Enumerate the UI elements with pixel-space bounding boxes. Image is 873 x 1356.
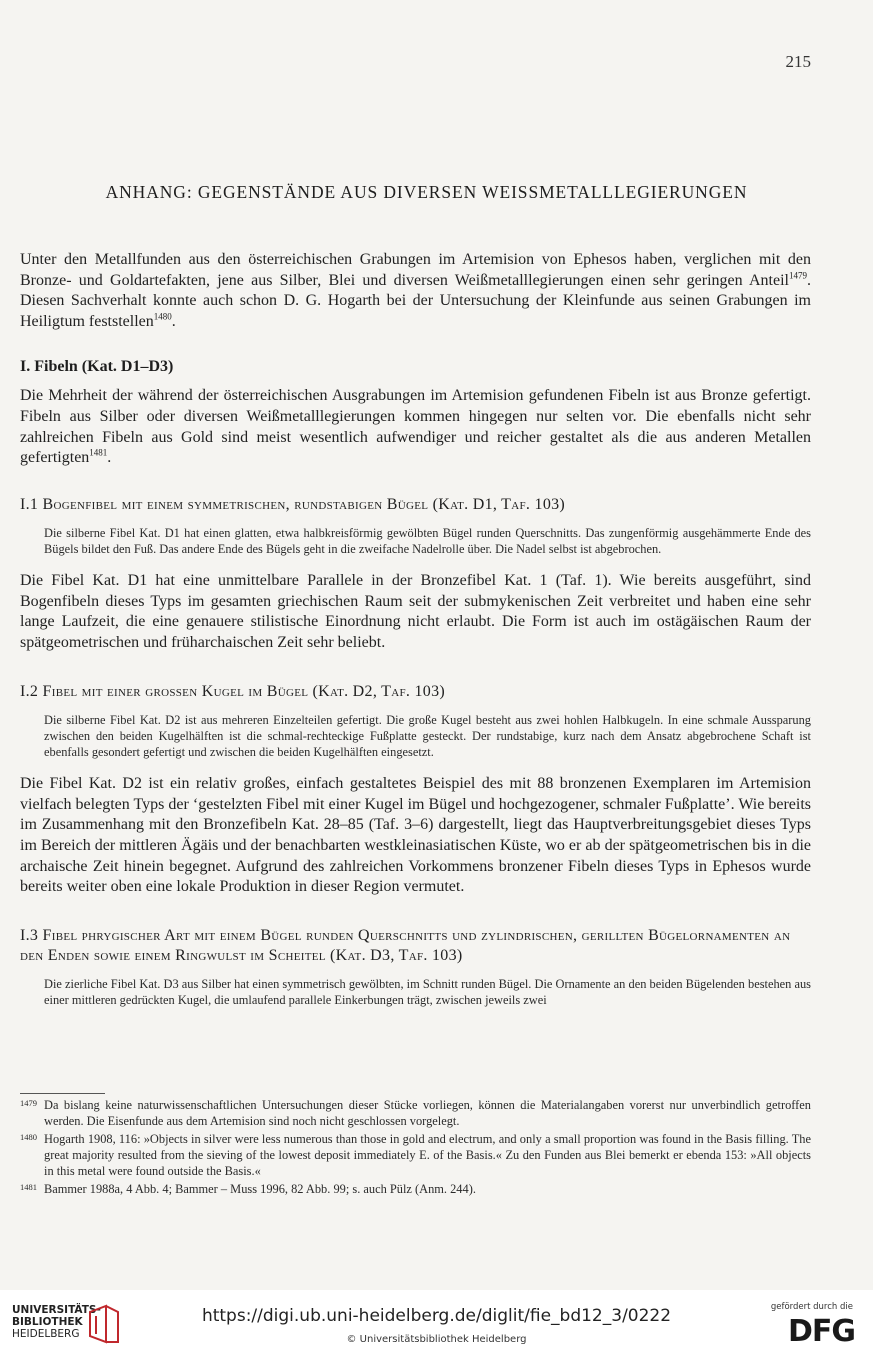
footnote [20, 1131, 811, 1179]
footnote-number: 1480 [20, 1132, 37, 1142]
section-paragraph: Die Mehrheit der während der österreichischen Ausgrabungen im Artemision gefundenen Fibeln ist aus Bronze gefertigt. Fibeln aus Silber oder diversen Weißmetalllegierungen kommen hingegen nur selten vor. Die ebenfalls nicht sehr zahlreichen Fibeln aus Gold sind meist wesentlich aufwendiger und reicher gestaltet als die aus anderen Metallen gefertigten$^{1481}$. [20, 387, 811, 467]
footnote [20, 1181, 811, 1197]
library-logo[interactable]: UNIVERSITÄTS- BIBLIOTHEK HEIDELBERG [12, 1304, 101, 1340]
footnote-ref[interactable]: 1481 [89, 447, 108, 458]
footnote [20, 1097, 811, 1129]
funding-label: gefördert durch die [770, 1302, 853, 1312]
footnote-text: Da bislang keine naturwissenschaftlichen Untersuchungen dieser Stücke vorliegen, können die Materialangaben vorerst nur unverbindlich getroffen werden. Die Eisenfunde aus dem Artemision sind noch nicht geschlossen vorgelegt. [44, 1098, 811, 1128]
show-through-text [20, 100, 833, 260]
catalog-description: Die silberne Fibel Kat. D2 ist aus mehreren Einzelteilen gefertigt. Die große Kugel besteht aus zwei hohlen Halbkugeln. In eine schmale Aussparung zwischen den beiden Kugelhälften ist die schmal-rechteckige Fußplatte gesteckt. Der rundstabige, kurz nach dem Ansatz abgebrochene Schaft ist ebenfalls gesondert gefertigt und zwischen die beiden Kugelhälften eingesetzt. [44, 712, 811, 759]
footnote-number: 1479 [20, 1098, 37, 1108]
subsection-heading: I.3 Fibel phrygischer Art mit einem Bügel runden Querschnitts und zylindrischen, gerillten Bügelornamenten an den Enden sowie einem Ringwulst im Scheitel (Kat. D3, Taf. 103) [20, 926, 791, 964]
catalog-description: Die zierliche Fibel Kat. D3 aus Silber hat einen symmetrisch gewölbten, im Schnitt runden Bügel. Die Ornamente an den beiden Bügelenden bestehen aus einer mittleren gedrückten Kugel, die umlaufend parallele Einkerbungen trägt, zwischen jeweils zwei [44, 976, 811, 1007]
subsection-paragraph: Die Fibel Kat. D1 hat eine unmittelbare Parallele in der Bronzefibel Kat. 1 (Taf. 1). Wie bereits ausgeführt, sind Bogenfibeln dieses Typs im gesamten griechischen Raum seit der submykenischen Zeit verbreitet und haben eine sehr lange Laufzeit, die eine genauere stilistische Einordnung nicht erlaubt. Die Form ist auch im ostägäischen Raum der spätgeometrischen und früharchaischen Zeit sehr beliebt. [20, 572, 811, 651]
permalink-url[interactable]: https://digi.ub.uni-heidelberg.de/diglit/fie_bd12_3/0222 [201, 1306, 672, 1326]
page-number: 215 [785, 52, 811, 71]
footnote-divider [20, 1093, 105, 1094]
footnote-ref[interactable]: 1480 [153, 311, 172, 322]
main-text [20, 250, 811, 1008]
subsection-heading: I.2 Fibel mit einer grossen Kugel im Bügel (Kat. D2, Taf. 103) [20, 682, 446, 700]
viewer-footer [0, 1290, 873, 1356]
dfg-logo[interactable]: DFG [787, 1314, 855, 1349]
intro-paragraph: Unter den Metallfunden aus den österreichischen Grabungen im Artemision von Ephesos haben, verglichen mit den Bronze- und Goldartefakten, jene aus Silber, Blei und diversen Weißmetalllegierungen einen sehr geringen Anteil$^{1479}$. Diesen Sachverhalt konnte auch schon D. G. Hogarth bei der Untersuchung der Kleinfunde aus seinen Grabungen im Heiligtum feststellen$^{1480}$. [20, 251, 811, 330]
subsection-heading: I.1 Bogenfibel mit einem symmetrischen, rundstabigen Bügel (Kat. D1, Taf. 103) [20, 495, 566, 513]
footnote-number: 1481 [20, 1182, 37, 1192]
copyright-notice: © Universitätsbibliothek Heidelberg [346, 1334, 527, 1345]
catalog-description: Die silberne Fibel Kat. D1 hat einen glatten, etwa halbkreisförmig gewölbten Bügel runden Querschnitts. Das zungenförmig ausgehämmerte Ende des Bügels bildet den Fuß. Das andere Ende des Bügels geht in die zweifache Nadelrolle über. Die Nadel selbst ist abgebrochen. [44, 525, 811, 556]
footnote-ref[interactable]: 1479 [789, 270, 807, 281]
section-heading: I. Fibeln (Kat. D1–D3) [20, 358, 174, 376]
chapter-title: ANHANG: GEGENSTÄNDE AUS DIVERSEN WEISSMETALLLEGIERUNGEN [105, 182, 748, 202]
footnote-text: Hogarth 1908, 116: »Objects in silver were less numerous than those in gold and electrum, and only a small proportion was found in the Basis filling. The great majority resulted from the sieving of the lowest deposit immediately E. of the Basis.« Zu den Funden aus Blei bemerkt er ebenda 153: »All objects in this metal were found outside the Basis.« [44, 1132, 811, 1178]
footnote-text: Bammer 1988a, 4 Abb. 4; Bammer – Muss 1996, 82 Abb. 99; s. auch Pülz (Anm. 244). [44, 1182, 476, 1196]
subsection-paragraph: Die Fibel Kat. D2 ist ein relativ großes, einfach gestaltetes Beispiel des mit 88 bronzenen Exemplaren im Artemision vielfach belegten Typs der ‘gestelzten Fibel mit einer Kugel im Bügel und hochgezogener, schmaler Fußplatte’. Wie bereits im Zusammenhang mit den Bronzefibeln Kat. 28–85 (Taf. 3–6) dargestellt, liegt das Hauptverbreitungsgebiet dieses Typs im Bereich der mittleren Ägäis und der benachbarten westkleinasiatischen Küste, wo er ab der spätgeometrischen bis in die archaische Zeit hinein begegnet. Aufgrund des zahlreichen Vorkommens bronzener Fibeln dieses Typs in Ephesos wurde bereits weiter oben eine lokale Produktion in dieser Region vermutet. [20, 775, 811, 896]
footnotes [20, 1097, 811, 1199]
